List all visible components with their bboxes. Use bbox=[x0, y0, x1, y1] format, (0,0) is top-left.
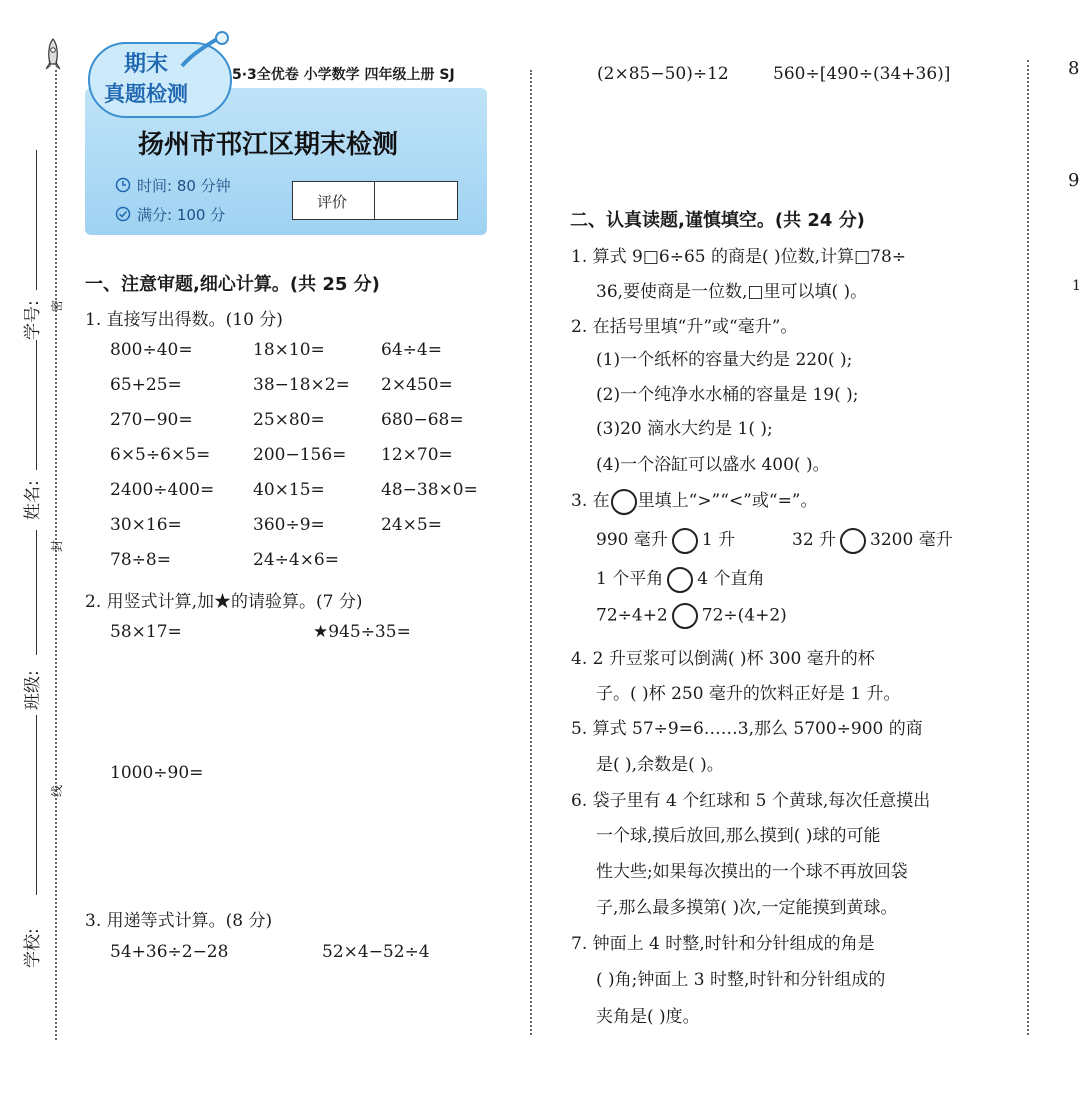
compare-left: 990 毫升 bbox=[596, 530, 668, 550]
compare-right: 72÷(4+2) bbox=[701, 605, 787, 626]
oral-item: 200−156= bbox=[253, 445, 347, 465]
compare-right: 3200 毫升 bbox=[870, 530, 953, 550]
exam-title: 扬州市邗江区期末检测 bbox=[138, 130, 399, 160]
s2-q7-line3: 夹角是( )度。 bbox=[596, 1007, 700, 1027]
oral-item: 64÷4= bbox=[381, 340, 442, 360]
q2-expr-a: 58×17= bbox=[110, 622, 182, 642]
oral-item: 2400÷400= bbox=[110, 480, 215, 500]
s2-q7-line1: 7. 钟面上 4 时整,时针和分针组成的角是 bbox=[571, 934, 875, 954]
column-divider bbox=[530, 70, 532, 1035]
s2-q3-row3 bbox=[596, 603, 787, 629]
compare-left: 72÷4+2 bbox=[596, 605, 668, 626]
binding-dotted-line bbox=[55, 70, 57, 1040]
s2-q2-1: (1)一个纸杯的容量大约是 220( ); bbox=[596, 350, 853, 370]
oral-item: 6×5÷6×5= bbox=[110, 445, 211, 465]
section1-title: 一、注意审题,细心计算。(共 25 分) bbox=[85, 274, 380, 295]
rocket-icon bbox=[44, 38, 62, 72]
oral-item: 65+25= bbox=[110, 375, 182, 395]
mi-label: 密 bbox=[50, 299, 64, 312]
eval-divider bbox=[374, 181, 375, 220]
right-expr-2: 560÷[490÷(34+36)] bbox=[773, 64, 951, 84]
s2-q7-line2: ( )角;钟面上 3 时整,时针和分针组成的 bbox=[596, 970, 886, 990]
xuexiao-label: 学校: bbox=[23, 928, 43, 968]
xuehao-line bbox=[36, 150, 37, 290]
s2-q6-line1: 6. 袋子里有 4 个红球和 5 个黄球,每次任意摸出 bbox=[571, 791, 931, 811]
oral-item: 12×70= bbox=[381, 445, 453, 465]
exam-score: 满分: 100 分 bbox=[137, 206, 226, 224]
s2-q3-heading bbox=[571, 486, 818, 515]
s2-q3-row1 bbox=[596, 525, 735, 554]
compare-left: 32 升 bbox=[792, 530, 837, 550]
banji-label: 班级: bbox=[23, 670, 43, 710]
edge-number: 9 bbox=[1068, 170, 1080, 191]
oral-item: 40×15= bbox=[253, 480, 325, 500]
edge-number: 8 bbox=[1068, 58, 1080, 79]
q3-expr-b: 52×4−52÷4 bbox=[322, 942, 430, 962]
q1-heading: 1. 直接写出得数。(10 分) bbox=[85, 310, 283, 330]
q3-heading: 3. 用递等式计算。(8 分) bbox=[85, 911, 273, 931]
compare-left: 1 个平角 bbox=[596, 569, 664, 589]
circle-blank-icon[interactable] bbox=[667, 567, 693, 593]
oral-item: 680−68= bbox=[381, 410, 464, 430]
s2-q2-3: (3)20 滴水大约是 1( ); bbox=[596, 419, 773, 439]
clock-icon bbox=[115, 177, 131, 193]
oral-item: 360÷9= bbox=[253, 515, 325, 535]
s2-q3-row2 bbox=[596, 564, 764, 593]
s2-q6-line3: 性大些;如果每次摸出的一个球不再放回袋 bbox=[596, 862, 908, 882]
oral-item: 800÷40= bbox=[110, 340, 193, 360]
oral-item: 2×450= bbox=[381, 375, 453, 395]
section2-title: 二、认真读题,谨慎填空。(共 24 分) bbox=[570, 210, 865, 231]
circle-blank-icon[interactable] bbox=[672, 603, 698, 629]
s2-q2-heading: 2. 在括号里填“升”或“毫升”。 bbox=[571, 317, 798, 337]
eval-label: 评价 bbox=[317, 193, 348, 211]
s2-q3-row1b bbox=[792, 525, 953, 554]
s2-q4-line2: 子。( )杯 250 毫升的饮料正好是 1 升。 bbox=[596, 684, 901, 704]
s2-q4-line1: 4. 2 升豆浆可以倒满( )杯 300 毫升的杯 bbox=[571, 649, 875, 669]
oral-item: 38−18×2= bbox=[253, 375, 350, 395]
check-icon bbox=[115, 206, 131, 222]
s2-q3-pre: 3. 在 bbox=[571, 491, 610, 511]
xingming-line bbox=[36, 340, 37, 470]
s2-q2-4: (4)一个浴缸可以盛水 400( )。 bbox=[596, 455, 830, 475]
oral-item: 30×16= bbox=[110, 515, 182, 535]
series-info: 5·3全优卷 小学数学 四年级上册 SJ bbox=[232, 67, 455, 83]
xian-label: 线 bbox=[50, 784, 64, 797]
s2-q2-2: (2)一个纯净水水桶的容量是 19( ); bbox=[596, 385, 859, 405]
edge-number: 1 bbox=[1072, 278, 1081, 294]
oral-item: 25×80= bbox=[253, 410, 325, 430]
s2-q1-line2: 36,要使商是一位数,□里可以填( )。 bbox=[596, 282, 868, 302]
circle-blank-icon[interactable] bbox=[840, 528, 866, 554]
badge-line1: 期末 bbox=[124, 52, 169, 77]
oral-item: 18×10= bbox=[253, 340, 325, 360]
right-edge-divider bbox=[1027, 60, 1029, 1035]
banji-line bbox=[36, 530, 37, 655]
q2-heading: 2. 用竖式计算,加★的请验算。(7 分) bbox=[85, 592, 363, 612]
oral-item: 270−90= bbox=[110, 410, 193, 430]
circle-blank-icon[interactable] bbox=[611, 489, 637, 515]
exam-time: 时间: 80 分钟 bbox=[137, 177, 231, 195]
feng-label: 封 bbox=[50, 539, 64, 552]
s2-q6-line4: 子,那么最多摸第( )次,一定能摸到黄球。 bbox=[596, 898, 898, 918]
s2-q5-line1: 5. 算式 57÷9=6……3,那么 5700÷900 的商 bbox=[571, 719, 923, 739]
s2-q5-line2: 是( ),余数是( )。 bbox=[596, 755, 724, 775]
xuehao-label: 学号: bbox=[23, 300, 43, 340]
q3-expr-a: 54+36÷2−28 bbox=[110, 942, 229, 962]
oral-item: 48−38×0= bbox=[381, 480, 478, 500]
s2-q1-line1: 1. 算式 9□6÷65 的商是( )位数,计算□78÷ bbox=[571, 247, 907, 267]
compare-right: 1 升 bbox=[701, 530, 736, 550]
badge-line2: 真题检测 bbox=[104, 82, 188, 106]
xuexiao-line bbox=[36, 715, 37, 895]
oral-item: 24×5= bbox=[381, 515, 442, 535]
q2-expr-b: ★945÷35= bbox=[313, 622, 411, 642]
s2-q6-line2: 一个球,摸后放回,那么摸到( )球的可能 bbox=[596, 826, 881, 846]
xingming-label: 姓名: bbox=[23, 480, 43, 520]
comet-icon bbox=[178, 30, 230, 70]
oral-item: 78÷8= bbox=[110, 550, 171, 570]
compare-right: 4 个直角 bbox=[697, 569, 765, 589]
right-expr-1: (2×85−50)÷12 bbox=[597, 64, 729, 84]
q2-expr-c: 1000÷90= bbox=[110, 763, 204, 783]
oral-item: 24÷4×6= bbox=[253, 550, 339, 570]
s2-q3-post: 里填上“>”“<”或“=”。 bbox=[637, 491, 818, 511]
circle-blank-icon[interactable] bbox=[672, 528, 698, 554]
